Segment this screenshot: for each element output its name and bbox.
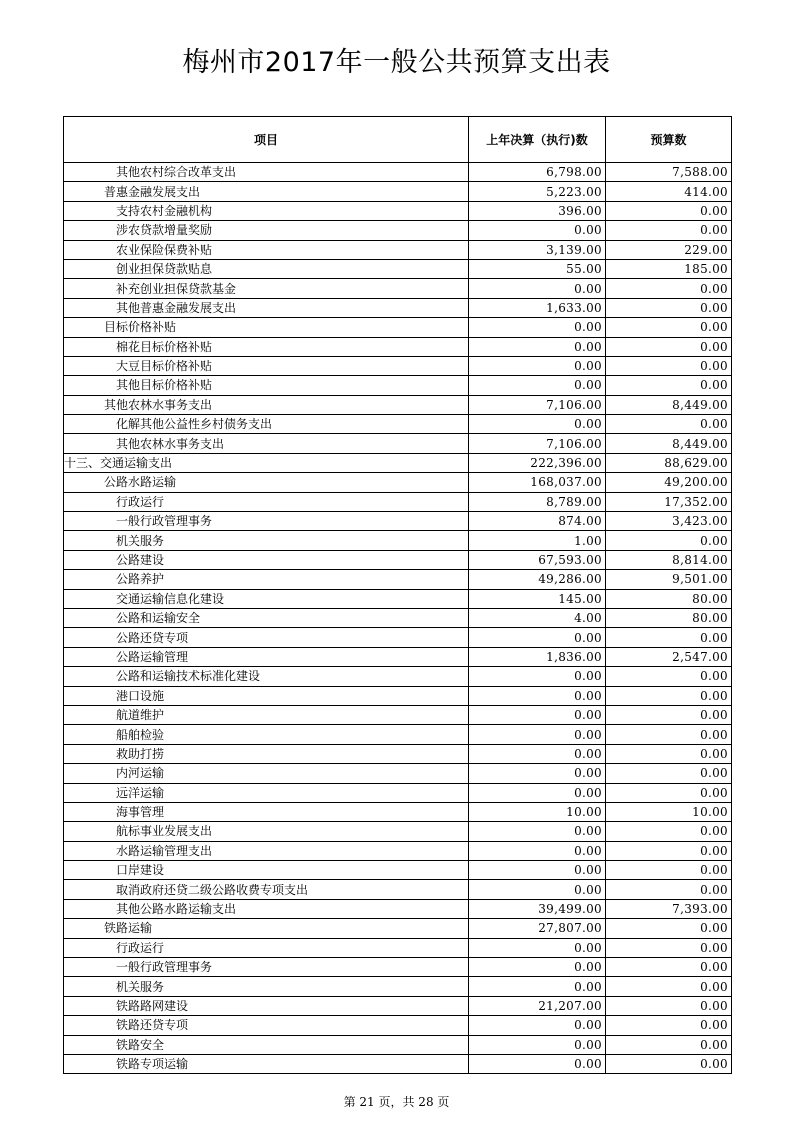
row-budget-value: 0.00 xyxy=(606,861,732,880)
row-budget-value: 88,629.00 xyxy=(606,453,732,472)
row-budget-value: 0.00 xyxy=(606,822,732,841)
table-row xyxy=(64,705,732,724)
table-row xyxy=(64,628,732,647)
row-budget-value: 0.00 xyxy=(606,1035,732,1054)
row-prev-year-value: 3,139.00 xyxy=(469,240,606,259)
table-row xyxy=(64,764,732,783)
row-item-name: 行政运行 xyxy=(64,938,469,957)
table-row xyxy=(64,861,732,880)
row-budget-value: 0.00 xyxy=(606,744,732,763)
row-budget-value: 8,814.00 xyxy=(606,550,732,569)
row-budget-value: 0.00 xyxy=(606,337,732,356)
row-prev-year-value: 0.00 xyxy=(469,279,606,298)
row-budget-value: 0.00 xyxy=(606,318,732,337)
row-prev-year-value: 0.00 xyxy=(469,958,606,977)
row-prev-year-value: 0.00 xyxy=(469,221,606,240)
row-prev-year-value: 0.00 xyxy=(469,725,606,744)
row-item-name: 其他农村综合改革支出 xyxy=(64,163,469,182)
row-item-name: 铁路安全 xyxy=(64,1035,469,1054)
row-budget-value: 0.00 xyxy=(606,783,732,802)
row-item-name: 其他目标价格补贴 xyxy=(64,376,469,395)
table-row xyxy=(64,919,732,938)
row-budget-value: 0.00 xyxy=(606,279,732,298)
row-budget-value: 3,423.00 xyxy=(606,512,732,531)
row-prev-year-value: 0.00 xyxy=(469,783,606,802)
row-prev-year-value: 0.00 xyxy=(469,667,606,686)
row-budget-value: 0.00 xyxy=(606,996,732,1015)
row-prev-year-value: 8,789.00 xyxy=(469,492,606,511)
row-item-name: 其他农林水事务支出 xyxy=(64,434,469,453)
row-prev-year-value: 0.00 xyxy=(469,977,606,996)
row-item-name: 交通运输信息化建设 xyxy=(64,589,469,608)
row-item-name: 水路运输管理支出 xyxy=(64,841,469,860)
table-row xyxy=(64,395,732,414)
table-row xyxy=(64,608,732,627)
row-prev-year-value: 0.00 xyxy=(469,686,606,705)
row-budget-value: 10.00 xyxy=(606,802,732,821)
row-prev-year-value: 168,037.00 xyxy=(469,473,606,492)
row-item-name: 农业保险保费补贴 xyxy=(64,240,469,259)
row-item-name: 涉农贷款增量奖励 xyxy=(64,221,469,240)
table-row xyxy=(64,356,732,375)
row-budget-value: 0.00 xyxy=(606,686,732,705)
row-item-name: 行政运行 xyxy=(64,492,469,511)
row-budget-value: 0.00 xyxy=(606,201,732,220)
row-prev-year-value: 4.00 xyxy=(469,608,606,627)
table-row xyxy=(64,163,732,182)
row-budget-value: 8,449.00 xyxy=(606,395,732,414)
row-budget-value: 17,352.00 xyxy=(606,492,732,511)
row-prev-year-value: 7,106.00 xyxy=(469,434,606,453)
row-prev-year-value: 67,593.00 xyxy=(469,550,606,569)
row-prev-year-value: 0.00 xyxy=(469,1035,606,1054)
row-prev-year-value: 55.00 xyxy=(469,259,606,278)
table-row xyxy=(64,298,732,317)
row-item-name: 航道维护 xyxy=(64,705,469,724)
row-item-name: 港口设施 xyxy=(64,686,469,705)
table-row xyxy=(64,647,732,666)
row-prev-year-value: 0.00 xyxy=(469,337,606,356)
column-header-item: 项目 xyxy=(64,117,469,163)
budget-table xyxy=(63,116,732,1074)
row-item-name: 铁路运输 xyxy=(64,919,469,938)
row-item-name: 公路养护 xyxy=(64,570,469,589)
row-budget-value: 0.00 xyxy=(606,977,732,996)
table-row xyxy=(64,686,732,705)
row-item-name: 海事管理 xyxy=(64,802,469,821)
row-prev-year-value: 0.00 xyxy=(469,822,606,841)
row-item-name: 公路运输管理 xyxy=(64,647,469,666)
table-row xyxy=(64,182,732,201)
row-prev-year-value: 0.00 xyxy=(469,415,606,434)
table-row xyxy=(64,1035,732,1054)
row-prev-year-value: 0.00 xyxy=(469,1016,606,1035)
row-item-name: 公路和运输技术标准化建设 xyxy=(64,667,469,686)
row-prev-year-value: 0.00 xyxy=(469,318,606,337)
row-prev-year-value: 1,633.00 xyxy=(469,298,606,317)
table-row xyxy=(64,570,732,589)
table-row xyxy=(64,802,732,821)
table-row xyxy=(64,434,732,453)
row-item-name: 铁路专项运输 xyxy=(64,1054,469,1073)
row-prev-year-value: 0.00 xyxy=(469,356,606,375)
row-budget-value: 0.00 xyxy=(606,531,732,550)
row-budget-value: 0.00 xyxy=(606,1054,732,1073)
row-budget-value: 185.00 xyxy=(606,259,732,278)
row-prev-year-value: 0.00 xyxy=(469,705,606,724)
row-item-name: 其他普惠金融发展支出 xyxy=(64,298,469,317)
row-item-name: 船舶检验 xyxy=(64,725,469,744)
row-budget-value: 0.00 xyxy=(606,705,732,724)
row-budget-value: 2,547.00 xyxy=(606,647,732,666)
table-row xyxy=(64,473,732,492)
row-budget-value: 0.00 xyxy=(606,1016,732,1035)
row-prev-year-value: 874.00 xyxy=(469,512,606,531)
row-item-name: 其他公路水路运输支出 xyxy=(64,899,469,918)
row-item-name: 公路水路运输 xyxy=(64,473,469,492)
row-prev-year-value: 0.00 xyxy=(469,376,606,395)
row-item-name: 口岸建设 xyxy=(64,861,469,880)
page-footer: 第 21 页，共 28 页 xyxy=(343,1095,450,1109)
table-row xyxy=(64,783,732,802)
row-budget-value: 80.00 xyxy=(606,589,732,608)
table-row xyxy=(64,822,732,841)
row-budget-value: 0.00 xyxy=(606,958,732,977)
row-budget-value: 0.00 xyxy=(606,628,732,647)
row-budget-value: 0.00 xyxy=(606,298,732,317)
row-prev-year-value: 0.00 xyxy=(469,841,606,860)
row-item-name: 普惠金融发展支出 xyxy=(64,182,469,201)
row-prev-year-value: 0.00 xyxy=(469,744,606,763)
table-body xyxy=(64,163,732,1074)
table-row xyxy=(64,415,732,434)
row-budget-value: 7,393.00 xyxy=(606,899,732,918)
table-row xyxy=(64,977,732,996)
row-item-name: 大豆目标价格补贴 xyxy=(64,356,469,375)
table-row xyxy=(64,279,732,298)
table-row xyxy=(64,492,732,511)
row-budget-value: 0.00 xyxy=(606,764,732,783)
row-prev-year-value: 5,223.00 xyxy=(469,182,606,201)
row-item-name: 取消政府还贷二级公路收费专项支出 xyxy=(64,880,469,899)
table-row xyxy=(64,240,732,259)
table-row xyxy=(64,667,732,686)
table-row xyxy=(64,550,732,569)
row-budget-value: 0.00 xyxy=(606,376,732,395)
table-header xyxy=(64,117,732,163)
row-item-name: 机关服务 xyxy=(64,977,469,996)
row-prev-year-value: 222,396.00 xyxy=(469,453,606,472)
row-item-name: 其他农林水事务支出 xyxy=(64,395,469,414)
row-budget-value: 0.00 xyxy=(606,725,732,744)
row-prev-year-value: 0.00 xyxy=(469,1054,606,1073)
table-row xyxy=(64,1016,732,1035)
table-row xyxy=(64,453,732,472)
row-item-name: 铁路还贷专项 xyxy=(64,1016,469,1035)
row-item-name: 支持农村金融机构 xyxy=(64,201,469,220)
row-prev-year-value: 27,807.00 xyxy=(469,919,606,938)
page-title: 梅州市2017年一般公共预算支出表 xyxy=(182,47,611,78)
row-item-name: 十三、交通运输支出 xyxy=(64,453,469,472)
row-item-name: 公路和运输安全 xyxy=(64,608,469,627)
table-row xyxy=(64,744,732,763)
row-budget-value: 0.00 xyxy=(606,667,732,686)
row-budget-value: 7,588.00 xyxy=(606,163,732,182)
row-prev-year-value: 396.00 xyxy=(469,201,606,220)
row-prev-year-value: 0.00 xyxy=(469,861,606,880)
row-item-name: 目标价格补贴 xyxy=(64,318,469,337)
row-prev-year-value: 1,836.00 xyxy=(469,647,606,666)
row-prev-year-value: 21,207.00 xyxy=(469,996,606,1015)
row-item-name: 救助打捞 xyxy=(64,744,469,763)
row-prev-year-value: 39,499.00 xyxy=(469,899,606,918)
table-row xyxy=(64,996,732,1015)
table-row xyxy=(64,512,732,531)
table-row xyxy=(64,337,732,356)
row-budget-value: 0.00 xyxy=(606,919,732,938)
row-prev-year-value: 49,286.00 xyxy=(469,570,606,589)
row-item-name: 一般行政管理事务 xyxy=(64,958,469,977)
table-row xyxy=(64,259,732,278)
row-item-name: 化解其他公益性乡村债务支出 xyxy=(64,415,469,434)
row-prev-year-value: 1.00 xyxy=(469,531,606,550)
row-prev-year-value: 0.00 xyxy=(469,938,606,957)
column-header-prev-year: 上年决算（执行)数 xyxy=(469,117,606,163)
row-item-name: 铁路路网建设 xyxy=(64,996,469,1015)
table-row xyxy=(64,899,732,918)
table-row xyxy=(64,201,732,220)
row-prev-year-value: 145.00 xyxy=(469,589,606,608)
row-item-name: 机关服务 xyxy=(64,531,469,550)
row-item-name: 内河运输 xyxy=(64,764,469,783)
table-row xyxy=(64,938,732,957)
row-budget-value: 0.00 xyxy=(606,221,732,240)
row-item-name: 一般行政管理事务 xyxy=(64,512,469,531)
row-budget-value: 9,501.00 xyxy=(606,570,732,589)
table-row xyxy=(64,958,732,977)
table-row xyxy=(64,221,732,240)
row-budget-value: 0.00 xyxy=(606,356,732,375)
table-row xyxy=(64,376,732,395)
table-row xyxy=(64,1054,732,1073)
row-prev-year-value: 7,106.00 xyxy=(469,395,606,414)
row-item-name: 补充创业担保贷款基金 xyxy=(64,279,469,298)
column-header-budget: 预算数 xyxy=(606,117,732,163)
table-row xyxy=(64,531,732,550)
row-budget-value: 0.00 xyxy=(606,880,732,899)
row-budget-value: 414.00 xyxy=(606,182,732,201)
row-item-name: 远洋运输 xyxy=(64,783,469,802)
row-item-name: 创业担保贷款贴息 xyxy=(64,259,469,278)
table-row xyxy=(64,589,732,608)
table-row xyxy=(64,725,732,744)
table-row xyxy=(64,880,732,899)
row-prev-year-value: 6,798.00 xyxy=(469,163,606,182)
row-prev-year-value: 10.00 xyxy=(469,802,606,821)
row-budget-value: 8,449.00 xyxy=(606,434,732,453)
row-prev-year-value: 0.00 xyxy=(469,880,606,899)
row-item-name: 棉花目标价格补贴 xyxy=(64,337,469,356)
row-item-name: 航标事业发展支出 xyxy=(64,822,469,841)
row-budget-value: 0.00 xyxy=(606,415,732,434)
row-budget-value: 80.00 xyxy=(606,608,732,627)
row-prev-year-value: 0.00 xyxy=(469,764,606,783)
row-item-name: 公路建设 xyxy=(64,550,469,569)
table-row xyxy=(64,318,732,337)
row-budget-value: 0.00 xyxy=(606,841,732,860)
row-budget-value: 49,200.00 xyxy=(606,473,732,492)
row-item-name: 公路还贷专项 xyxy=(64,628,469,647)
row-budget-value: 0.00 xyxy=(606,938,732,957)
row-prev-year-value: 0.00 xyxy=(469,628,606,647)
table-row xyxy=(64,841,732,860)
row-budget-value: 229.00 xyxy=(606,240,732,259)
